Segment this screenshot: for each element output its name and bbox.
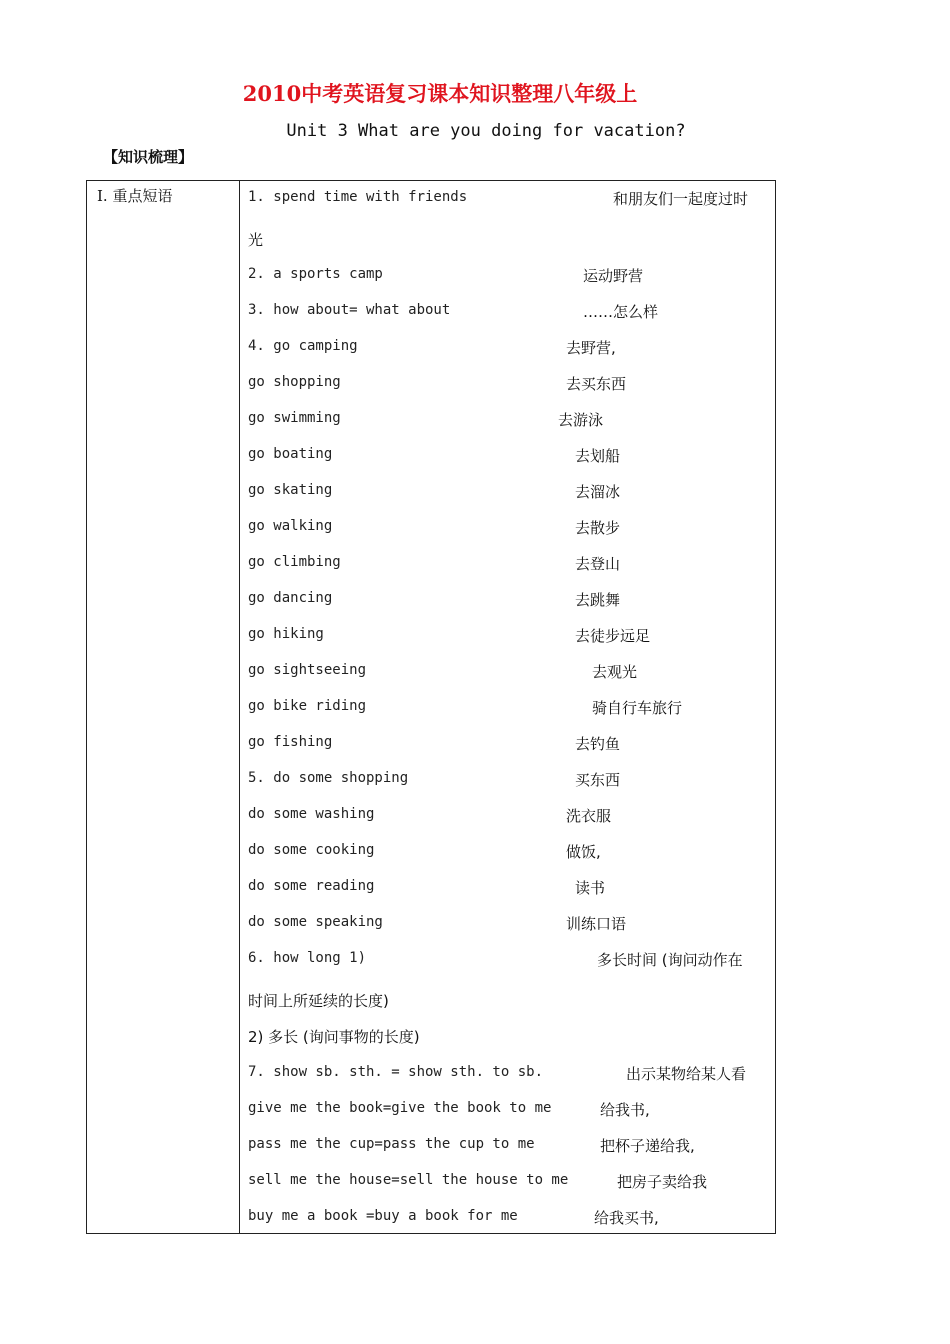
phrase-english: do some washing: [248, 806, 375, 822]
phrase-chinese: 做饭,: [566, 843, 601, 861]
phrase-english: go boating: [248, 446, 333, 462]
phrase-row: [248, 370, 768, 406]
unit-subtitle: Unit 3 What are you doing for vacation?: [286, 121, 686, 141]
phrase-english: go dancing: [248, 590, 333, 606]
phrase-english: go skating: [248, 482, 333, 498]
phrase-english: go sightseeing: [248, 662, 367, 678]
phrase-table: [86, 180, 776, 1234]
phrase-row: [248, 694, 768, 730]
phrase-chinese: 去买东西: [566, 375, 627, 393]
phrase-chinese: 去观光: [592, 663, 638, 681]
phrase-english: go fishing: [248, 734, 333, 750]
phrase-chinese: ……怎么样: [583, 303, 659, 321]
phrase-english: 3. how about= what about: [248, 302, 451, 318]
column-divider: [239, 181, 240, 1233]
phrase-row: [248, 478, 768, 514]
phrase-row: [248, 1168, 768, 1204]
phrase-chinese: 骑自行车旅行: [592, 699, 683, 717]
phrase-english: go walking: [248, 518, 333, 534]
phrase-row: [248, 514, 768, 550]
phrase-english: 4. go camping: [248, 338, 358, 354]
phrase-row: [248, 586, 768, 622]
phrase-row: [248, 766, 768, 802]
phrase-english: go swimming: [248, 410, 341, 426]
phrase-english: give me the book=give the book to me: [248, 1100, 552, 1116]
phrase-chinese: 给我买书,: [594, 1209, 659, 1227]
phrase-row: [248, 550, 768, 586]
phrase-english: 2. a sports camp: [248, 266, 383, 282]
phrase-chinese: 把杯子递给我,: [600, 1137, 695, 1155]
phrase-english: 1. spend time with friends: [248, 189, 468, 205]
phrase-row: [248, 838, 768, 874]
phrase-continuation: 光: [248, 231, 264, 249]
phrase-row: [248, 946, 768, 982]
phrase-english: 6. how long 1): [248, 950, 367, 966]
phrase-row: [248, 226, 768, 262]
phrase-row: [248, 1204, 768, 1240]
phrase-chinese: 出示某物给某人看: [626, 1065, 747, 1083]
phrase-row: [248, 298, 768, 334]
phrase-row: [248, 874, 768, 910]
phrase-row: [248, 1132, 768, 1168]
phrase-row: [248, 802, 768, 838]
phrase-english: pass me the cup=pass the cup to me: [248, 1136, 535, 1152]
phrase-continuation: 时间上所延续的长度): [248, 992, 389, 1010]
phrase-chinese: 去钓鱼: [575, 735, 621, 753]
phrase-continuation: 2) 多长 (询问事物的长度): [248, 1028, 420, 1046]
category-cell: I. 重点短语: [97, 187, 173, 205]
phrase-chinese: 训练口语: [566, 915, 627, 933]
phrase-chinese: 去登山: [575, 555, 621, 573]
phrase-chinese: 去游泳: [558, 411, 604, 429]
phrase-row: [248, 185, 768, 221]
phrase-chinese: 洗衣服: [566, 807, 612, 825]
document-title: 2010中考英语复习课本知识整理八年级上: [242, 81, 638, 106]
phrase-english: go climbing: [248, 554, 341, 570]
phrase-row: [248, 622, 768, 658]
phrase-row: [248, 910, 768, 946]
phrase-row: [248, 334, 768, 370]
phrase-row: [248, 658, 768, 694]
phrase-row: [248, 730, 768, 766]
phrase-chinese: 去徒步远足: [575, 627, 651, 645]
phrase-chinese: 多长时间 (询问动作在: [597, 951, 743, 969]
phrase-row: [248, 987, 768, 1023]
phrase-chinese: 把房子卖给我: [617, 1173, 708, 1191]
phrase-row: [248, 442, 768, 478]
phrase-english: go shopping: [248, 374, 341, 390]
phrase-chinese: 去散步: [575, 519, 621, 537]
phrase-english: do some cooking: [248, 842, 375, 858]
phrase-english: go bike riding: [248, 698, 367, 714]
phrase-row: [248, 406, 768, 442]
phrase-chinese: 买东西: [575, 771, 621, 789]
phrase-english: buy me a book =buy a book for me: [248, 1208, 518, 1224]
phrase-chinese: 给我书,: [600, 1101, 650, 1119]
phrase-english: 5. do some shopping: [248, 770, 409, 786]
phrase-english: 7. show sb. sth. = show sth. to sb.: [248, 1064, 544, 1080]
section-label: 【知识梳理】: [103, 148, 194, 166]
phrase-chinese: 运动野营: [583, 267, 644, 285]
phrase-english: go hiking: [248, 626, 324, 642]
phrase-english: do some speaking: [248, 914, 383, 930]
phrase-row: [248, 1023, 768, 1059]
phrase-chinese: 去野营,: [566, 339, 616, 357]
phrase-row: [248, 1060, 768, 1096]
phrase-english: do some reading: [248, 878, 375, 894]
phrase-chinese: 去溜冰: [575, 483, 621, 501]
phrase-english: sell me the house=sell the house to me: [248, 1172, 569, 1188]
phrase-chinese: 和朋友们一起度过时: [613, 190, 749, 208]
phrase-row: [248, 1096, 768, 1132]
phrase-row: [248, 262, 768, 298]
phrase-chinese: 去跳舞: [575, 591, 621, 609]
phrase-chinese: 去划船: [575, 447, 621, 465]
phrase-chinese: 读书: [575, 879, 606, 897]
